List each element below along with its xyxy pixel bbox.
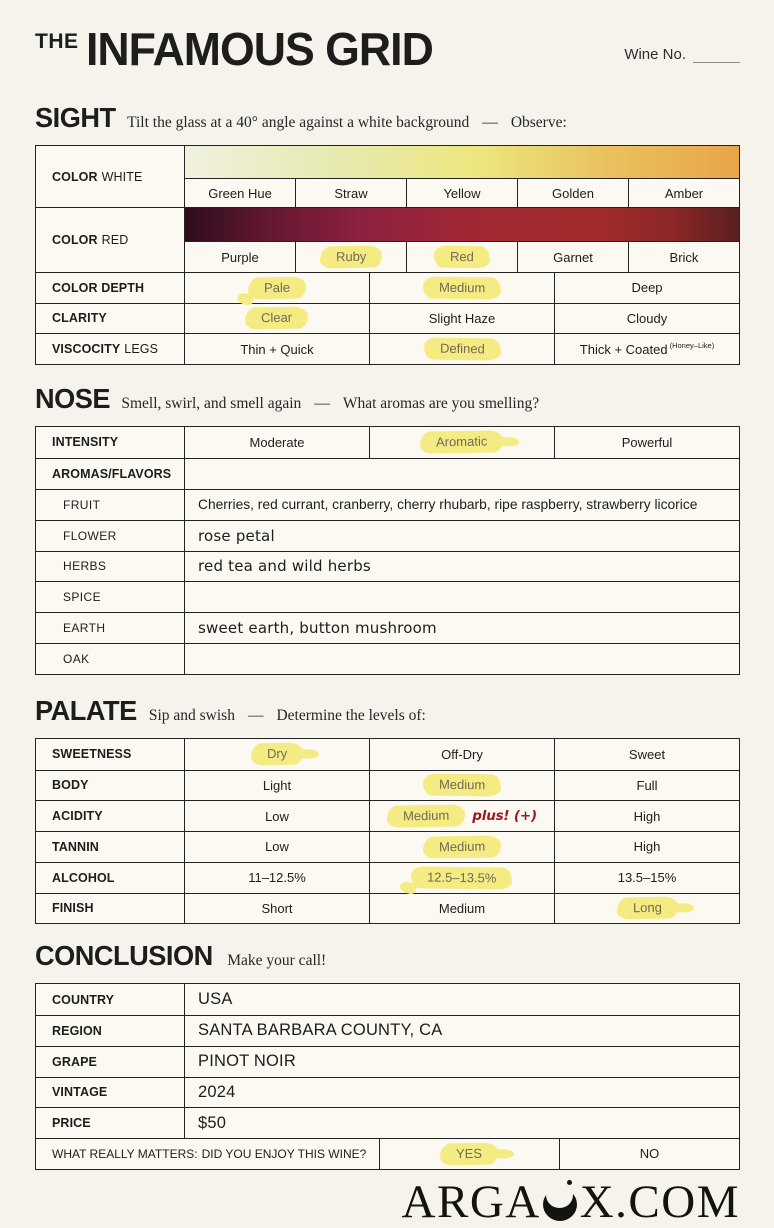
- option-clear[interactable]: [184, 304, 369, 334]
- row-label-acidity: [36, 801, 184, 831]
- option-golden[interactable]: [517, 179, 628, 207]
- white-wine-gradient-strip: [185, 146, 739, 179]
- row-label-grape: [36, 1047, 184, 1077]
- option-label: Off-Dry: [441, 746, 483, 762]
- price-entry-cell[interactable]: [184, 1108, 739, 1138]
- option-label: Thin + Quick: [240, 341, 314, 357]
- label-strong: VINTAGE: [52, 1085, 108, 1100]
- highlighter-mark: Medium: [423, 276, 502, 299]
- option-label: NO: [639, 1146, 660, 1162]
- label-strong: VISCOCITY: [52, 342, 121, 356]
- palate-subtitle: Sip and swish: [148, 706, 235, 724]
- wine-number-label: Wine No.: [624, 46, 686, 63]
- highlighter-mark: Defined: [423, 337, 500, 360]
- label-strong: ALCOHOL: [52, 870, 115, 885]
- row-label-clarity: [36, 304, 184, 334]
- option-brick[interactable]: [628, 242, 739, 272]
- earth-entry-text: sweet earth, button mushroom: [198, 618, 437, 637]
- option-straw[interactable]: [295, 179, 406, 207]
- nose-title: NOSE: [35, 383, 111, 414]
- nose-prompt: What aromas are you smelling?: [342, 395, 540, 412]
- conclusion-title: CONCLUSION: [35, 940, 213, 971]
- table-row-herbs: [36, 551, 739, 582]
- highlighter-mark: Medium: [423, 774, 502, 797]
- flower-entry-text: rose petal: [198, 526, 275, 545]
- option-medium-body[interactable]: [369, 771, 554, 801]
- row-label-alcohol: [36, 863, 184, 893]
- crescent-dot: [567, 1180, 572, 1185]
- table-row-oak: [36, 643, 739, 674]
- row-label-vintage: [36, 1078, 184, 1108]
- table-row-fruit: [36, 489, 739, 520]
- label-strong: COLOR DEPTH: [52, 280, 145, 295]
- table-row-viscosity: [36, 333, 739, 364]
- option-low-tannin[interactable]: [184, 832, 369, 862]
- option-label: Full: [636, 777, 658, 793]
- conclusion-prompt: Make your call!: [227, 952, 327, 969]
- option-sweet[interactable]: [554, 739, 739, 770]
- vintage-entry-cell[interactable]: [184, 1078, 739, 1108]
- option-aromatic[interactable]: [369, 427, 554, 458]
- country-entry-cell[interactable]: [184, 984, 739, 1015]
- page-title: [35, 23, 443, 75]
- herbs-entry-cell[interactable]: [184, 552, 739, 582]
- vintage-entry-text: 2024: [198, 1082, 236, 1101]
- highlighter-mark: Dry: [251, 743, 304, 766]
- table-row-vintage: [36, 1077, 739, 1108]
- label-regular: WHITE: [101, 169, 143, 184]
- highlighter-mark: Ruby: [320, 245, 383, 268]
- option-full[interactable]: [554, 771, 739, 801]
- table-row-clarity: [36, 303, 739, 334]
- option-label: High: [633, 808, 661, 824]
- option-defined[interactable]: [369, 334, 554, 364]
- region-entry-text: SANTA BARBARA COUNTY, CA: [198, 1021, 443, 1040]
- option-no[interactable]: [559, 1139, 739, 1169]
- option-medium-acidity[interactable]: [369, 801, 554, 831]
- option-pale[interactable]: [184, 273, 369, 303]
- handwritten-plus-note: plus! (+): [472, 808, 537, 824]
- header: [35, 23, 740, 75]
- red-wine-gradient-strip: [185, 208, 739, 242]
- option-label: Yellow: [443, 185, 481, 201]
- label-strong: CLARITY: [52, 311, 107, 326]
- highlighter-mark: Aromatic: [420, 431, 504, 454]
- nose-subtitle: Smell, swirl, and smell again: [121, 395, 302, 412]
- row-label-country: [36, 984, 184, 1015]
- option-label: Brick: [669, 249, 699, 265]
- sight-prompt: Observe:: [510, 114, 567, 131]
- sight-subtitle: Tilt the glass at a 40° angle against a white background: [127, 114, 470, 131]
- option-cloudy[interactable]: [554, 304, 739, 334]
- highlighter-mark: Red: [434, 246, 490, 269]
- option-light[interactable]: [184, 771, 369, 801]
- label-strong: ACIDITY: [52, 809, 103, 823]
- highlighter-mark: Pale: [248, 276, 306, 299]
- row-label-sweetness: [36, 739, 184, 770]
- wine-number: [624, 46, 740, 63]
- table-row-tannin: [36, 831, 739, 862]
- label-regular: RED: [101, 233, 129, 247]
- option-label: Cloudy: [626, 310, 668, 326]
- table-row-grape: [36, 1046, 739, 1077]
- color-red-options: [185, 242, 739, 272]
- wine-number-blank-line[interactable]: [693, 49, 740, 63]
- highlighter-mark: Medium: [423, 835, 502, 858]
- label-strong: GRAPE: [52, 1054, 97, 1069]
- label-strong: TANNIN: [52, 839, 99, 854]
- country-entry-text: USA: [198, 990, 233, 1008]
- dash-separator: —: [482, 114, 498, 131]
- option-medium-depth[interactable]: [369, 273, 554, 303]
- table-row-sweetness: [36, 739, 739, 770]
- label-strong: AROMAS/FLAVORS: [52, 466, 172, 481]
- row-label-viscosity: [36, 334, 184, 364]
- table-row-country: [36, 984, 739, 1015]
- dash-separator: —: [247, 706, 264, 724]
- row-label-herbs: HERBS: [63, 559, 107, 574]
- row-label-spice: SPICE: [63, 590, 102, 604]
- row-label-body: [36, 771, 184, 801]
- option-amber[interactable]: [628, 179, 739, 207]
- highlighter-mark: Medium: [387, 804, 466, 827]
- option-label: Straw: [334, 185, 368, 201]
- table-row-alcohol: [36, 862, 739, 893]
- highlighter-mark: YES: [440, 1142, 498, 1165]
- option-label: Medium: [438, 900, 486, 916]
- wine-glass-crescent-icon: [542, 1180, 579, 1224]
- table-row-color-white: [36, 146, 739, 207]
- palate-prompt: Determine the levels of:: [276, 706, 426, 724]
- option-thin-quick[interactable]: [184, 334, 369, 364]
- row-label-earth: EARTH: [63, 620, 106, 635]
- option-thick-coated[interactable]: [554, 334, 739, 364]
- option-high-tannin[interactable]: [554, 832, 739, 862]
- flower-entry-cell[interactable]: [184, 521, 739, 551]
- option-label: Sweet: [628, 746, 666, 762]
- row-label-intensity: [36, 427, 184, 458]
- row-label-enjoy: [36, 1139, 379, 1169]
- option-label: Green Hue: [208, 185, 272, 201]
- label-strong: COUNTRY: [52, 992, 115, 1007]
- color-white-scale: [184, 146, 739, 207]
- option-ruby[interactable]: [295, 242, 406, 272]
- label-strong: PRICE: [52, 1116, 91, 1130]
- table-row-enjoy: [36, 1138, 739, 1169]
- row-label-color-depth: [36, 273, 184, 303]
- oak-entry-cell[interactable]: [184, 644, 739, 674]
- option-garnet[interactable]: [517, 242, 628, 272]
- option-label: Low: [265, 808, 289, 824]
- option-alcohol-high[interactable]: [554, 863, 739, 893]
- herbs-entry-text: red tea and wild herbs: [198, 557, 371, 576]
- sight-table: [35, 145, 740, 365]
- option-medium-tannin[interactable]: [369, 832, 554, 862]
- section-heading-nose: [35, 383, 740, 415]
- option-slight-haze[interactable]: [369, 304, 554, 334]
- option-long[interactable]: [554, 894, 739, 924]
- option-purple[interactable]: [185, 242, 295, 272]
- option-label: Deep: [631, 280, 663, 296]
- crescent-cut: [546, 1182, 573, 1208]
- option-label-superscript: (Honey–Like): [669, 340, 715, 350]
- earth-entry-cell[interactable]: [184, 613, 739, 643]
- table-row-price: [36, 1107, 739, 1138]
- row-label-tannin: [36, 832, 184, 862]
- option-label: Short: [261, 900, 293, 916]
- highlighter-mark: Long: [616, 897, 677, 920]
- row-label-color-white: [36, 146, 184, 207]
- fruit-entry-cell[interactable]: [184, 490, 739, 520]
- title-the: THE: [35, 30, 79, 53]
- brand-logo: [401, 1175, 740, 1228]
- option-low-acidity[interactable]: [184, 801, 369, 831]
- option-alcohol-medium[interactable]: [369, 863, 554, 893]
- row-label-finish: [36, 894, 184, 924]
- row-label-oak: OAK: [63, 651, 90, 666]
- table-row-aromas-header: [36, 458, 739, 489]
- label-regular: DID YOU ENJOY THIS WINE?: [201, 1146, 367, 1161]
- option-yes[interactable]: [379, 1139, 559, 1169]
- sight-title: SIGHT: [35, 102, 116, 133]
- option-dry[interactable]: [184, 739, 369, 770]
- table-row-flower: [36, 520, 739, 551]
- option-label: Light: [262, 777, 292, 793]
- option-label: 13.5–15%: [617, 870, 677, 885]
- option-green-hue[interactable]: [185, 179, 295, 207]
- row-label-aromas-flavors: [36, 459, 184, 489]
- table-row-intensity: [36, 427, 739, 458]
- option-short[interactable]: [184, 894, 369, 924]
- dash-separator: —: [314, 395, 330, 412]
- table-row-region: [36, 1015, 739, 1046]
- option-label: Thick + Coated: [579, 341, 668, 357]
- option-label: 11–12.5%: [248, 870, 306, 885]
- label-strong: WHAT REALLY MATTERS:: [52, 1146, 198, 1161]
- option-deep[interactable]: [554, 273, 739, 303]
- option-red[interactable]: [406, 242, 517, 272]
- label-strong: BODY: [52, 778, 89, 793]
- label-strong: INTENSITY: [52, 435, 119, 450]
- footer: [35, 1175, 740, 1228]
- color-red-scale: [184, 208, 739, 272]
- row-label-fruit: FRUIT: [63, 497, 101, 512]
- option-alcohol-low[interactable]: [184, 863, 369, 893]
- highlighter-mark: Clear: [245, 307, 308, 330]
- brand-text-left: ARGA: [401, 1175, 541, 1228]
- option-label: Moderate: [249, 434, 305, 450]
- table-row-spice: [36, 581, 739, 612]
- brand-text-right: X.COM: [579, 1175, 740, 1228]
- spice-entry-cell[interactable]: [184, 582, 739, 612]
- option-label: Slight Haze: [428, 310, 496, 326]
- section-heading-conclusion: [35, 940, 740, 972]
- option-powerful[interactable]: [554, 427, 739, 458]
- aromas-header-blank-cell: [184, 459, 739, 489]
- section-heading-palate: [35, 695, 740, 727]
- color-white-options: [185, 179, 739, 207]
- conclusion-table: [35, 983, 740, 1170]
- grape-entry-text: PINOT NOIR: [198, 1052, 296, 1070]
- row-label-price: [36, 1108, 184, 1138]
- option-label: Low: [265, 839, 289, 855]
- label-strong: COLOR: [52, 169, 98, 184]
- option-label: High: [633, 839, 661, 855]
- option-yellow[interactable]: [406, 179, 517, 207]
- row-label-color-red: [36, 208, 184, 272]
- section-heading-sight: [35, 102, 740, 134]
- region-entry-cell[interactable]: [184, 1016, 739, 1046]
- title-main: INFAMOUS GRID: [85, 23, 433, 75]
- row-label-flower: FLOWER: [63, 528, 117, 543]
- table-row-color-depth: [36, 272, 739, 303]
- table-row-earth: [36, 612, 739, 643]
- palate-table: [35, 738, 740, 925]
- table-row-color-red: [36, 207, 739, 272]
- label-regular: LEGS: [124, 342, 159, 356]
- option-label: Powerful: [621, 434, 673, 450]
- palate-title: PALATE: [35, 694, 137, 726]
- option-moderate[interactable]: [184, 427, 369, 458]
- option-label: Purple: [221, 249, 259, 265]
- option-label: Golden: [552, 185, 594, 201]
- price-entry-text: $50: [198, 1113, 227, 1132]
- fruit-entry-text: Cherries, red currant, cranberry, cherry rhubarb, ripe raspberry, strawberry licorice: [198, 497, 698, 512]
- label-strong: SWEETNESS: [52, 747, 132, 761]
- label-strong: REGION: [52, 1023, 102, 1038]
- option-off-dry[interactable]: [369, 739, 554, 770]
- nose-table: [35, 426, 740, 675]
- table-row-finish: [36, 893, 739, 924]
- option-high-acidity[interactable]: [554, 801, 739, 831]
- row-label-region: [36, 1016, 184, 1046]
- highlighter-mark: 12.5–13.5%: [411, 866, 513, 889]
- table-row-body: [36, 770, 739, 801]
- label-strong: FINISH: [52, 901, 94, 916]
- option-medium-finish[interactable]: [369, 894, 554, 924]
- grape-entry-cell[interactable]: [184, 1047, 739, 1077]
- option-label: Amber: [664, 185, 704, 201]
- table-row-acidity: [36, 800, 739, 831]
- label-strong: COLOR: [52, 233, 98, 247]
- option-label: Garnet: [553, 249, 593, 265]
